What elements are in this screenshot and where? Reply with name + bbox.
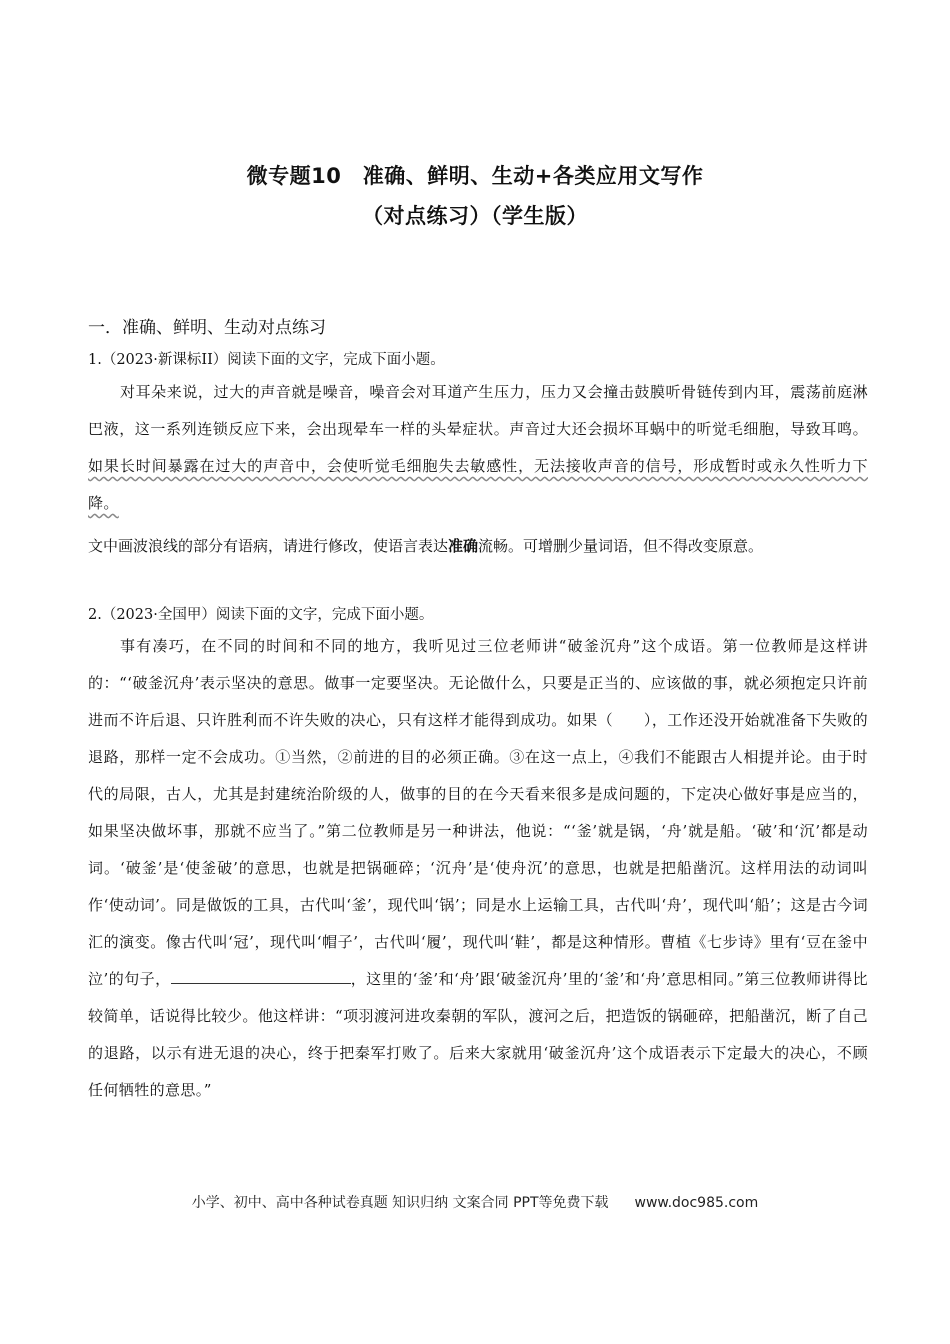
question-1-instruction (88, 535, 763, 556)
fill-blank[interactable] (171, 969, 351, 984)
question-2-passage (88, 628, 868, 1109)
wavy-underlined-text: 如果长时间暴露在过大的声音中，会使听觉毛细胞失去敏感性，无法接收声音的信号，形成暂时或永久性听力下降。 (88, 457, 868, 512)
page-footer (0, 1192, 950, 1212)
page-subtitle: （对点练习）（学生版） (362, 204, 588, 228)
passage-text: 对耳朵来说，过大的声音就是噪音，噪音会对耳道产生压力，压力又会撞击鼓膜听骨链传到内耳，震荡前庭淋巴液，这一系列连锁反应下来，会出现晕车一样的头晕症状。声音过大还会损坏耳蜗中的听觉毛细胞，导致耳鸣。 (88, 383, 868, 438)
footer-text: 小学、初中、高中各种试卷真题 知识归纳 文案合同 PPT等免费下载 (191, 1195, 609, 1211)
instruction-emphasis: 准确 (448, 537, 479, 555)
passage-text-a: 事有凑巧，在不同的时间和不同的地方，我听见过三位老师讲“破釜沉舟”这个成语。第一位教师是这样讲的：“‘破釜沉舟’表示坚决的意思。做事一定要坚决。无论做什么，只要是正当的、应该做的事，就必须抱定只许前进而不许后退、只许胜利而不许失败的决心，只有这样才能得到成功。如果（ ），工作还没开始就准备下失败的退路，那样一定不会成功。①当然，②前进的目的必须正确。③在这一点上，④我们不能跟古人相提并论。由于时代的局限，古人，尤其是封建统治阶级的人，做事的目的在今天看来很多是成问题的，下定决心做好事是应当的，如果坚决做坏事，那就不应当了。”第二位教师是另一种讲法，他说：“‘釜’就是锅，‘舟’就是船。‘破’和‘沉’都是动词。‘破釜’是‘使釜破’的意思，也就是把锅砸碎；‘沉舟’是‘使舟沉’的意思，也就是把船凿沉。这样用法的动词叫作‘使动词’。同是做饭的工具，古代叫‘釜’，现代叫‘锅’；同是水上运输工具，古代叫‘舟’，现代叫‘船’；这是古今词汇的演变。像古代叫‘冠’，现代叫‘帽子’，古代叫‘履’，现代叫‘鞋’，都是这种情形。曹植《七步诗》里有‘豆在釜中泣’的句子， (88, 637, 868, 988)
instruction-text-end: 流畅。可增删少量词语，但不得改变原意。 (478, 537, 764, 555)
page-title: 微专题10 准确、鲜明、生动+各类应用文写作 (246, 164, 704, 188)
footer-url[interactable]: www.doc985.com (634, 1195, 759, 1211)
section-heading: 一．准确、鲜明、生动对点练习 (88, 318, 326, 338)
instruction-text: 文中画波浪线的部分有语病，请进行修改，使语言表达 (88, 537, 449, 555)
question-1-passage (88, 374, 868, 522)
question-2-header: 2.（2023·全国甲）阅读下面的文字，完成下面小题。 (88, 607, 434, 623)
passage-text-b: ，这里的‘釜’和‘舟’跟‘破釜沉舟’里的‘釜’和‘舟’意思相同。”第三位教师讲得比较简单，话说得比较少。他这样讲：“项羽渡河进攻秦朝的军队，渡河之后，把造饭的锅砸碎，把船凿沉，断了自己的退路，以示有进无退的决心，终于把秦军打败了。后来大家就用‘破釜沉舟’这个成语表示下定最大的决心，不顾任何牺牲的意思。” (88, 970, 868, 1099)
question-1-header: 1.（2023·新课标II）阅读下面的文字，完成下面小题。 (88, 352, 445, 368)
